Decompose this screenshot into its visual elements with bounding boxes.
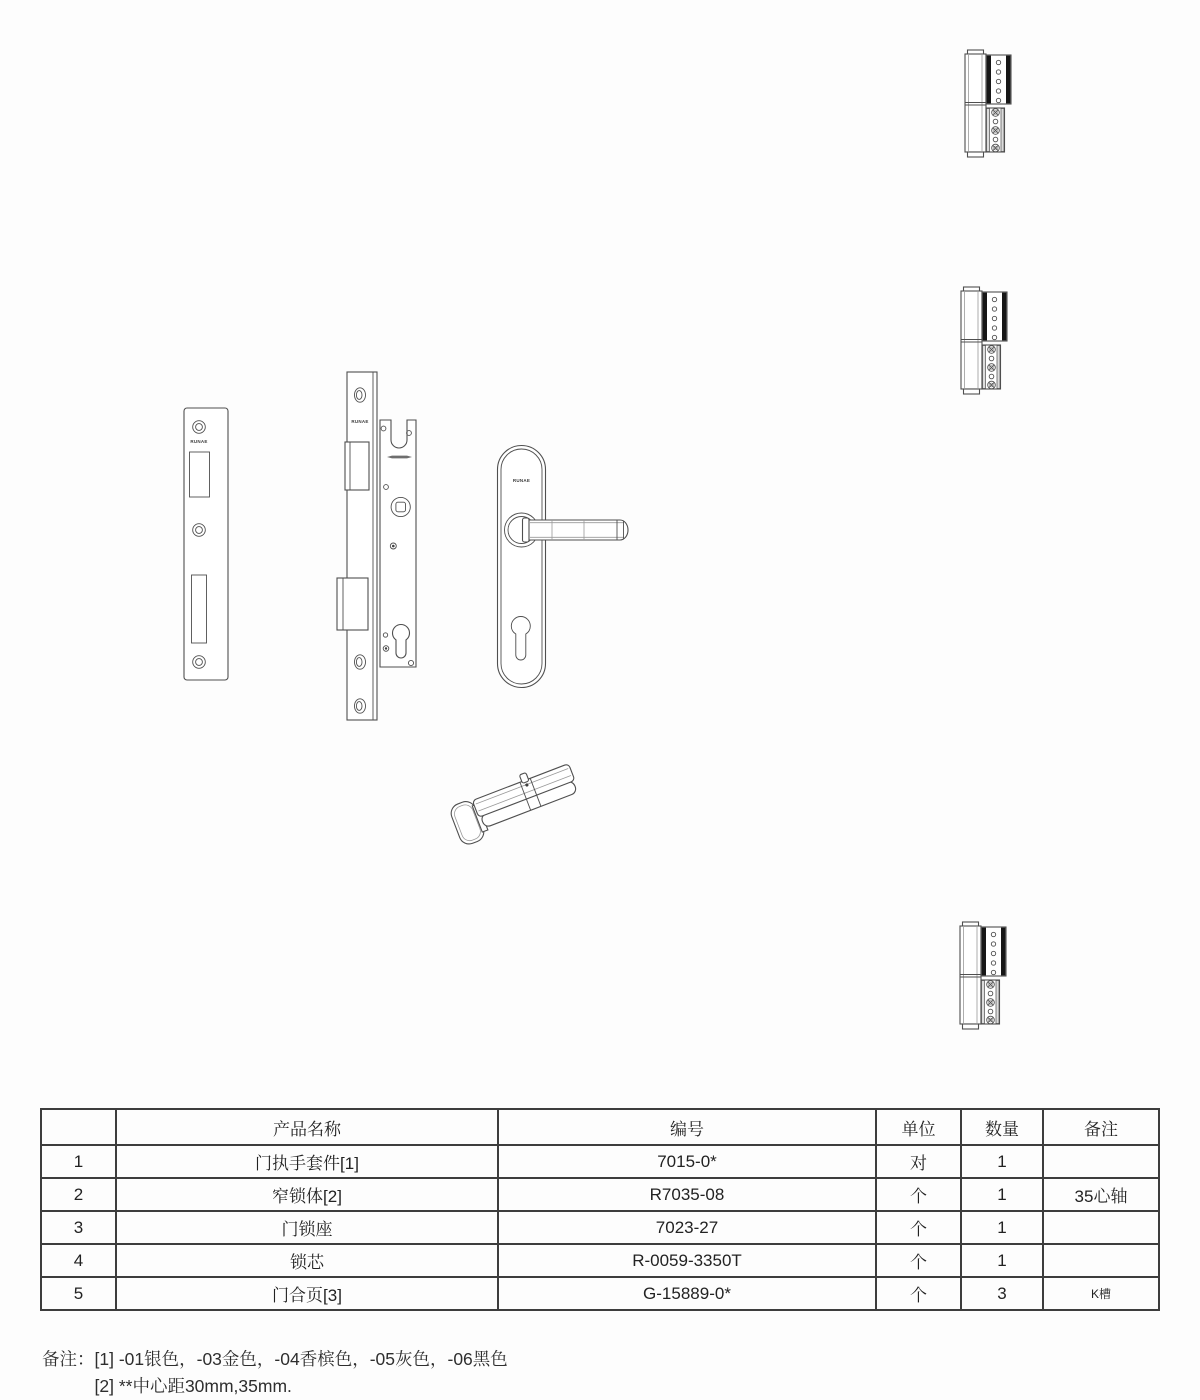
handle-set-drawing xyxy=(494,442,644,692)
cell-index: 4 xyxy=(41,1244,116,1277)
cell-index: 5 xyxy=(41,1277,116,1310)
cell-quantity: 1 xyxy=(961,1178,1043,1211)
cell-name: 窄锁体[2] xyxy=(116,1178,498,1211)
cell-index: 1 xyxy=(41,1145,116,1178)
table-header-row xyxy=(41,1109,1159,1145)
latch-bolt xyxy=(345,442,369,490)
parts-table xyxy=(40,1108,1160,1311)
cell-code: R7035-08 xyxy=(498,1178,876,1211)
hinge-drawing-top xyxy=(964,49,1014,159)
cell-quantity: 1 xyxy=(961,1211,1043,1244)
cell-name: 门执手套件[1] xyxy=(116,1145,498,1178)
footnotes xyxy=(42,1346,508,1400)
strike-plate-drawing xyxy=(182,406,230,682)
col-header-unit: 单位 xyxy=(876,1109,961,1145)
pointer-mark xyxy=(387,456,412,459)
deadbolt xyxy=(337,578,368,630)
table-row xyxy=(41,1178,1159,1211)
lever-handle xyxy=(523,518,629,542)
cell-name: 门锁座 xyxy=(116,1211,498,1244)
cell-unit: 个 xyxy=(876,1244,961,1277)
cell-remark xyxy=(1043,1244,1159,1277)
hinge-drawing-middle xyxy=(960,286,1010,396)
lock-cylinder-drawing xyxy=(448,744,584,854)
brand-logo-text: RUNAE xyxy=(512,478,531,483)
cell-name: 锁芯 xyxy=(116,1244,498,1277)
col-header-index xyxy=(41,1109,116,1145)
cell-unit: 个 xyxy=(876,1277,961,1310)
cell-code: G-15889-0* xyxy=(498,1277,876,1310)
cell-remark xyxy=(1043,1211,1159,1244)
table-row xyxy=(41,1145,1159,1178)
col-header-code: 编号 xyxy=(498,1109,876,1145)
cell-quantity: 1 xyxy=(961,1244,1043,1277)
cell-code: 7015-0* xyxy=(498,1145,876,1178)
cell-index: 2 xyxy=(41,1178,116,1211)
footnote-line: [1] -01银色，-03金色，-04香槟色，-05灰色，-06黑色 xyxy=(94,1349,508,1369)
footnotes-label: 备注： xyxy=(42,1349,95,1369)
footnote-line: [2] **中心距30mm,35mm. xyxy=(94,1376,292,1396)
brand-logo-text: RUNAE xyxy=(351,419,369,424)
cell-unit: 对 xyxy=(876,1145,961,1178)
cell-name: 门合页[3] xyxy=(116,1277,498,1310)
hinge-drawing-bottom xyxy=(959,921,1009,1031)
table-row xyxy=(41,1277,1159,1310)
cell-remark xyxy=(1043,1145,1159,1178)
cell-unit: 个 xyxy=(876,1178,961,1211)
cell-quantity: 3 xyxy=(961,1277,1043,1310)
cell-code: 7023-27 xyxy=(498,1211,876,1244)
table-row xyxy=(41,1244,1159,1277)
cell-remark: K槽 xyxy=(1043,1277,1159,1310)
col-header-name: 产品名称 xyxy=(116,1109,498,1145)
brand-logo-text: RUNAE xyxy=(190,439,208,444)
lever-collar xyxy=(523,518,530,542)
lock-body-drawing xyxy=(335,368,435,726)
cell-remark: 35心轴 xyxy=(1043,1178,1159,1211)
cell-index: 3 xyxy=(41,1211,116,1244)
cell-unit: 个 xyxy=(876,1211,961,1244)
col-header-remark: 备注 xyxy=(1043,1109,1159,1145)
col-header-quantity: 数量 xyxy=(961,1109,1043,1145)
table-row xyxy=(41,1211,1159,1244)
cell-code: R-0059-3350T xyxy=(498,1244,876,1277)
lock-faceplate xyxy=(347,372,377,720)
cell-quantity: 1 xyxy=(961,1145,1043,1178)
